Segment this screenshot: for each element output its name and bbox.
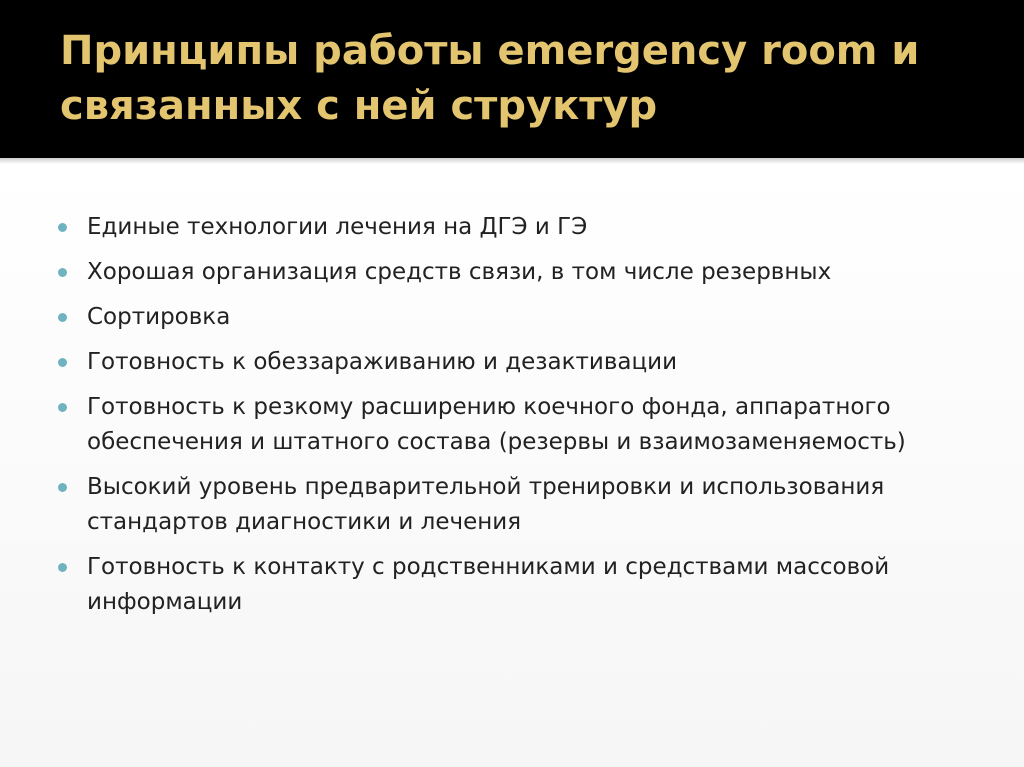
title-band bbox=[0, 0, 1024, 158]
bullet-text: Готовность к обеззараживанию и дезактивации bbox=[87, 349, 678, 375]
bullet-item bbox=[0, 345, 967, 380]
content-panel bbox=[0, 164, 1024, 767]
bullet-list bbox=[0, 210, 967, 630]
slide-title: Принципы работы emergency room и связанных с ней структур bbox=[60, 28, 920, 129]
bullet-text: Единые технологии лечения на ДГЭ и ГЭ bbox=[87, 214, 588, 240]
bullet-text: Готовность к резкому расширению коечного фонда, аппаратного обеспечения и штатного состава (резервы и взаимозаменяемость) bbox=[87, 394, 906, 455]
round-bullet-icon bbox=[58, 268, 67, 277]
round-bullet-icon bbox=[58, 483, 67, 492]
bullet-item bbox=[0, 300, 967, 335]
bullet-item bbox=[0, 550, 967, 620]
bullet-text: Готовность к контакту с родственниками и средствами массовой информации bbox=[87, 554, 890, 615]
round-bullet-icon bbox=[58, 563, 67, 572]
bullet-item bbox=[0, 390, 967, 460]
bullet-text: Высокий уровень предварительной тренировки и использования стандартов диагностики и лечения bbox=[87, 474, 885, 535]
round-bullet-icon bbox=[58, 223, 67, 232]
bullet-text: Сортировка bbox=[87, 304, 231, 330]
bullet-text: Хорошая организация средств связи, в том числе резервных bbox=[87, 259, 832, 285]
bullet-item bbox=[0, 210, 967, 245]
round-bullet-icon bbox=[58, 313, 67, 322]
bullet-item bbox=[0, 470, 967, 540]
round-bullet-icon bbox=[58, 358, 67, 367]
bullet-item bbox=[0, 255, 967, 290]
round-bullet-icon bbox=[58, 403, 67, 412]
